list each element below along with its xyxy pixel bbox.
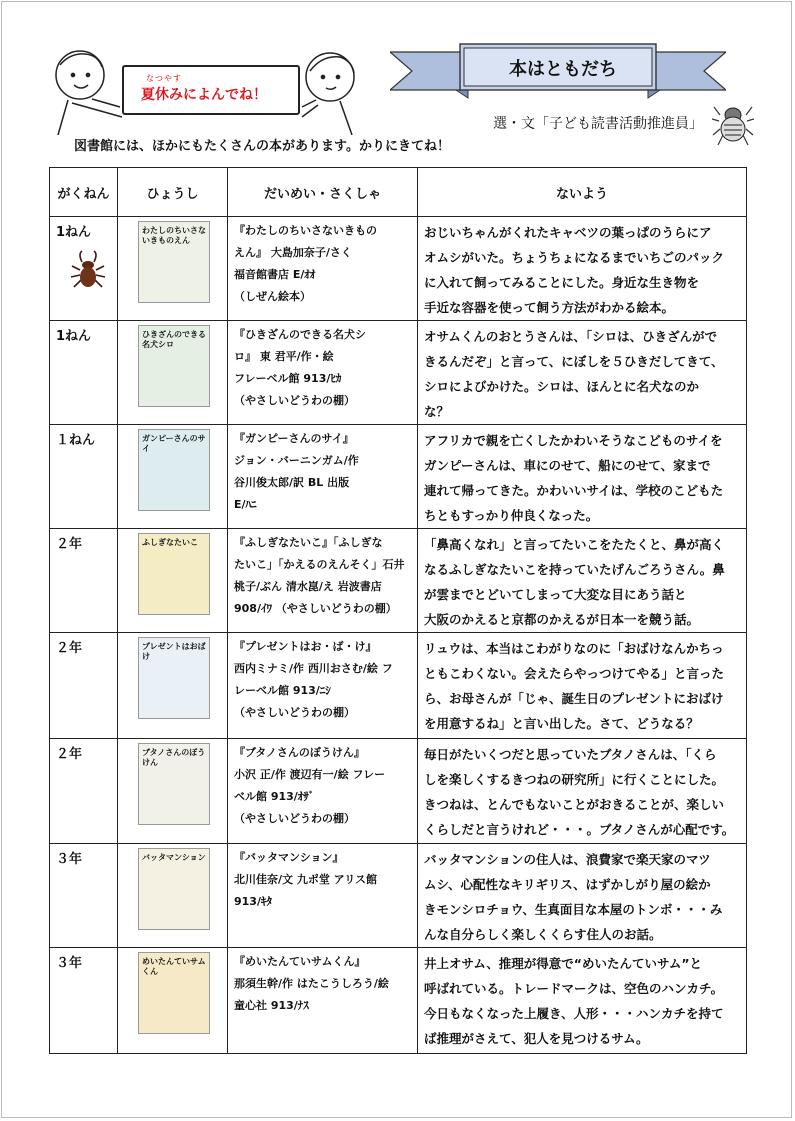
book-cover-cell — [118, 844, 228, 948]
table-header-row — [50, 168, 747, 217]
title-line: 『ひきざんのできる名犬シ — [234, 328, 366, 341]
description-line: 呼ばれている。トレードマークは、空色のハンカチ。 — [424, 981, 724, 996]
description-line: バッタマンションの住人は、浪費家で楽天家のマツ — [424, 852, 711, 867]
book-grade: ２年 — [50, 739, 118, 844]
book-description — [418, 633, 747, 739]
title-line: 『ガンピーさんのサイ』 — [234, 432, 354, 445]
book-cover-cell — [118, 217, 228, 321]
description-line: ば推理がさえて、犯人を見つけるサム。 — [424, 1031, 649, 1046]
title-line: （やさしいどうわの棚） — [234, 812, 355, 825]
book-cover-cell — [118, 425, 228, 529]
stag-beetle-icon — [68, 250, 108, 290]
title-line: 『ブタノさんのぼうけん』 — [234, 746, 365, 759]
book-cover-title: ガンピーさんのサイ — [142, 434, 206, 453]
book-description — [418, 425, 747, 529]
header-cover: ひょうし — [118, 168, 228, 217]
description-line: 大阪のかえると京都のかえるが日本一を競う話。 — [424, 612, 700, 627]
book-cover-title: ひきざんのできる名犬シロ — [142, 330, 206, 349]
description-line: きつねは、とんでもないことがおきることが、楽しい — [424, 797, 725, 812]
description-line: おじいちゃんがくれたキャベツの葉っぱのうらにア — [424, 225, 712, 240]
book-cover-image — [138, 743, 210, 825]
description-line: な？ — [424, 404, 450, 419]
title-line: 『めいたんていサムくん』 — [234, 955, 366, 968]
description-line: ともこわくない。会えたらやっつけてやる」と言った — [424, 666, 725, 681]
book-cover-title: バッタマンション — [142, 853, 206, 862]
book-row — [50, 844, 747, 948]
book-description — [418, 529, 747, 633]
description-line: きるんだぞ」と言って、にぼしを５ひきだしてきて、 — [424, 354, 724, 369]
title-line: 『わたしのちいさないきもの — [234, 224, 377, 237]
title-line: 童心社 913/ﾅｽ — [234, 999, 309, 1012]
book-cover-cell — [118, 948, 228, 1054]
description-line: きモンシロチョウ、生真面目な本屋のトンボ・・・み — [424, 902, 723, 917]
title-line: 桃子/ぶん 清水崑/え 岩波書店 — [234, 580, 382, 593]
book-row — [50, 321, 747, 425]
title-line: 『プレゼントはお・ば・け』 — [234, 640, 377, 653]
ribbon-title: 本はともだち — [509, 59, 617, 80]
description-line: ガンピーさんは、車にのせて、船にのせて、家まで — [424, 458, 711, 473]
description-line: 毎日がたいくつだと思っていたブタノさんは、「くら — [424, 747, 717, 762]
title-line: 913/ｷﾀ — [234, 895, 272, 908]
book-title-author — [228, 633, 418, 739]
book-description — [418, 739, 747, 844]
spider-icon — [712, 101, 754, 147]
description-line: 今日もなくなった上履き、人形・・・ハンカチを持て — [424, 1006, 724, 1021]
book-grade: ２年 — [50, 633, 118, 739]
description-line: くらしだと言うけれど・・・。ブタノさんが心配です。 — [424, 822, 735, 837]
title-line: レーベル館 913/ﾆｼ — [234, 684, 331, 697]
title-line: （やさしいどうわの棚） — [234, 706, 355, 719]
title-line: ジョン・バーニンガム/作 — [234, 454, 359, 467]
description-line: しを楽しくするきつねの研究所」に行くことにした。 — [424, 772, 725, 787]
book-grade: ３年 — [50, 844, 118, 948]
title-line: 北川佳奈/文 九ポ堂 アリス館 — [234, 873, 378, 886]
title-line: えん』 大島加奈子/さく — [234, 246, 352, 259]
book-grade: ３年 — [50, 948, 118, 1054]
book-row — [50, 217, 747, 321]
book-cover-image — [138, 637, 210, 719]
book-cover-cell — [118, 739, 228, 844]
description-line: ちともすっかり仲良くなった。 — [424, 508, 599, 523]
book-cover-image — [138, 429, 210, 511]
title-line: （やさしいどうわの棚） — [234, 394, 355, 407]
book-row — [50, 948, 747, 1054]
book-row — [50, 739, 747, 844]
book-cover-image — [138, 848, 210, 930]
title-line: E/ﾊﾆ — [234, 498, 257, 511]
description-line: に入れて飼ってみることにした。身近な生き物を — [424, 275, 700, 290]
book-cover-title: わたしのちいさないきものえん — [142, 226, 206, 245]
book-title-author — [228, 739, 418, 844]
title-line: 西内ミナミ/作 西川おさむ/絵 フ — [234, 662, 393, 675]
book-cover-image — [138, 221, 210, 303]
book-cover-title: ふしぎなたいこ — [142, 538, 198, 547]
book-description — [418, 948, 747, 1054]
title-line: 谷川俊太郎/訳 BL 出版 — [234, 476, 350, 489]
book-grade: １ねん — [50, 425, 118, 529]
book-cover-title: プレゼントはおばけ — [142, 642, 206, 661]
book-grade: 1ねん — [50, 217, 118, 321]
header-grade: がくねん — [50, 168, 118, 217]
book-description — [418, 217, 747, 321]
title-line: 『バッタマンション』 — [234, 851, 344, 864]
title-line: 福音館書店 E/ｵｵ — [234, 268, 316, 281]
title-line: たいこ」「かえるのえんそく」石井 — [234, 558, 405, 571]
book-cover-cell — [118, 633, 228, 739]
title-line: （しぜん絵本） — [234, 290, 311, 303]
book-cover-title: めいたんていサムくん — [142, 957, 206, 976]
description-line: シロによびかけた。シロは、ほんとに名犬なのか — [424, 379, 700, 394]
title-line: フレーベル館 913/ﾋｶ — [234, 372, 342, 385]
title-line: 908/ｲﾜ （やさしいどうわの棚） — [234, 602, 397, 615]
credit-line: 選・文「子ども読書活動推進員」 — [493, 116, 703, 132]
description-line: ら、お母さんが「じゃ、誕生日のプレゼントにおばけ — [424, 691, 724, 706]
book-cover-cell — [118, 529, 228, 633]
description-line: ムシ、心配性なキリギリス、はずかしがり屋の絵か — [424, 877, 711, 892]
title-line: 『ふしぎなたいこ』「ふしぎな — [234, 536, 383, 549]
book-title-author — [228, 425, 418, 529]
description-line: が雲までとどいてしまって大変な目にあう話と — [424, 587, 687, 602]
description-line: 井上オサム、推理が得意で“めいたんていサム”と — [424, 956, 703, 971]
book-row — [50, 529, 747, 633]
description-line: オムシがいた。ちょうちょになるまでいちごのパック — [424, 250, 725, 265]
title-line: ロ』 東 君平/作・絵 — [234, 350, 334, 363]
description-line: 「鼻高くなれ」と言ってたいこをたたくと、鼻が高く — [424, 537, 725, 552]
description-line: んな自分らしく楽しくくらす住人のお話。 — [424, 927, 662, 942]
book-grade: 1ねん — [50, 321, 118, 425]
book-cover-image — [138, 325, 210, 407]
header-content: ないよう — [418, 168, 747, 217]
title-ruby: なつやす — [146, 74, 182, 83]
book-list-table — [49, 167, 747, 1054]
book-description — [418, 844, 747, 948]
title-line: 那須生幹/作 はたこうしろう/絵 — [234, 977, 389, 990]
book-cover-title: ブタノさんのぼうけん — [142, 748, 206, 767]
description-line: リュウは、本当はこわがりなのに「おばけなんかちっ — [424, 641, 724, 656]
book-title-author — [228, 844, 418, 948]
title-line: ベル館 913/ｵｻﾞ — [234, 790, 315, 803]
description-line: なるふしぎなたいこを持っていたげんごろうさん。鼻 — [424, 562, 725, 577]
book-cover-image — [138, 533, 210, 615]
book-title-author — [228, 948, 418, 1054]
description-line: を用意するね」と言い出した。さて、どうなる？ — [424, 716, 699, 731]
description-line: 連れて帰ってきた。かわいいサイは、学校のこどもた — [424, 483, 724, 498]
title-line: 小沢 正/作 渡辺有一/絵 フレー — [234, 768, 386, 781]
book-description — [418, 321, 747, 425]
book-grade: ２年 — [50, 529, 118, 633]
description-line: オサムくんのおとうさんは、「シロは、ひきざんがで — [424, 329, 718, 344]
book-title-author — [228, 529, 418, 633]
book-cover-image — [138, 952, 210, 1034]
header-title-author: だいめい・さくしゃ — [228, 168, 418, 217]
book-row — [50, 425, 747, 529]
book-row — [50, 633, 747, 739]
intro-text: 図書館には、ほかにもたくさんの本があります。かりにきてね！ — [74, 139, 450, 154]
description-line: 手近な容器を使って飼う方法がわかる絵本。 — [424, 300, 675, 315]
description-line: アフリカで親を亡くしたかわいそうなこどものサイを — [424, 433, 723, 448]
book-title-author — [228, 321, 418, 425]
title-text: 夏休みによんでね！ — [141, 87, 267, 103]
book-cover-cell — [118, 321, 228, 425]
book-title-author — [228, 217, 418, 321]
